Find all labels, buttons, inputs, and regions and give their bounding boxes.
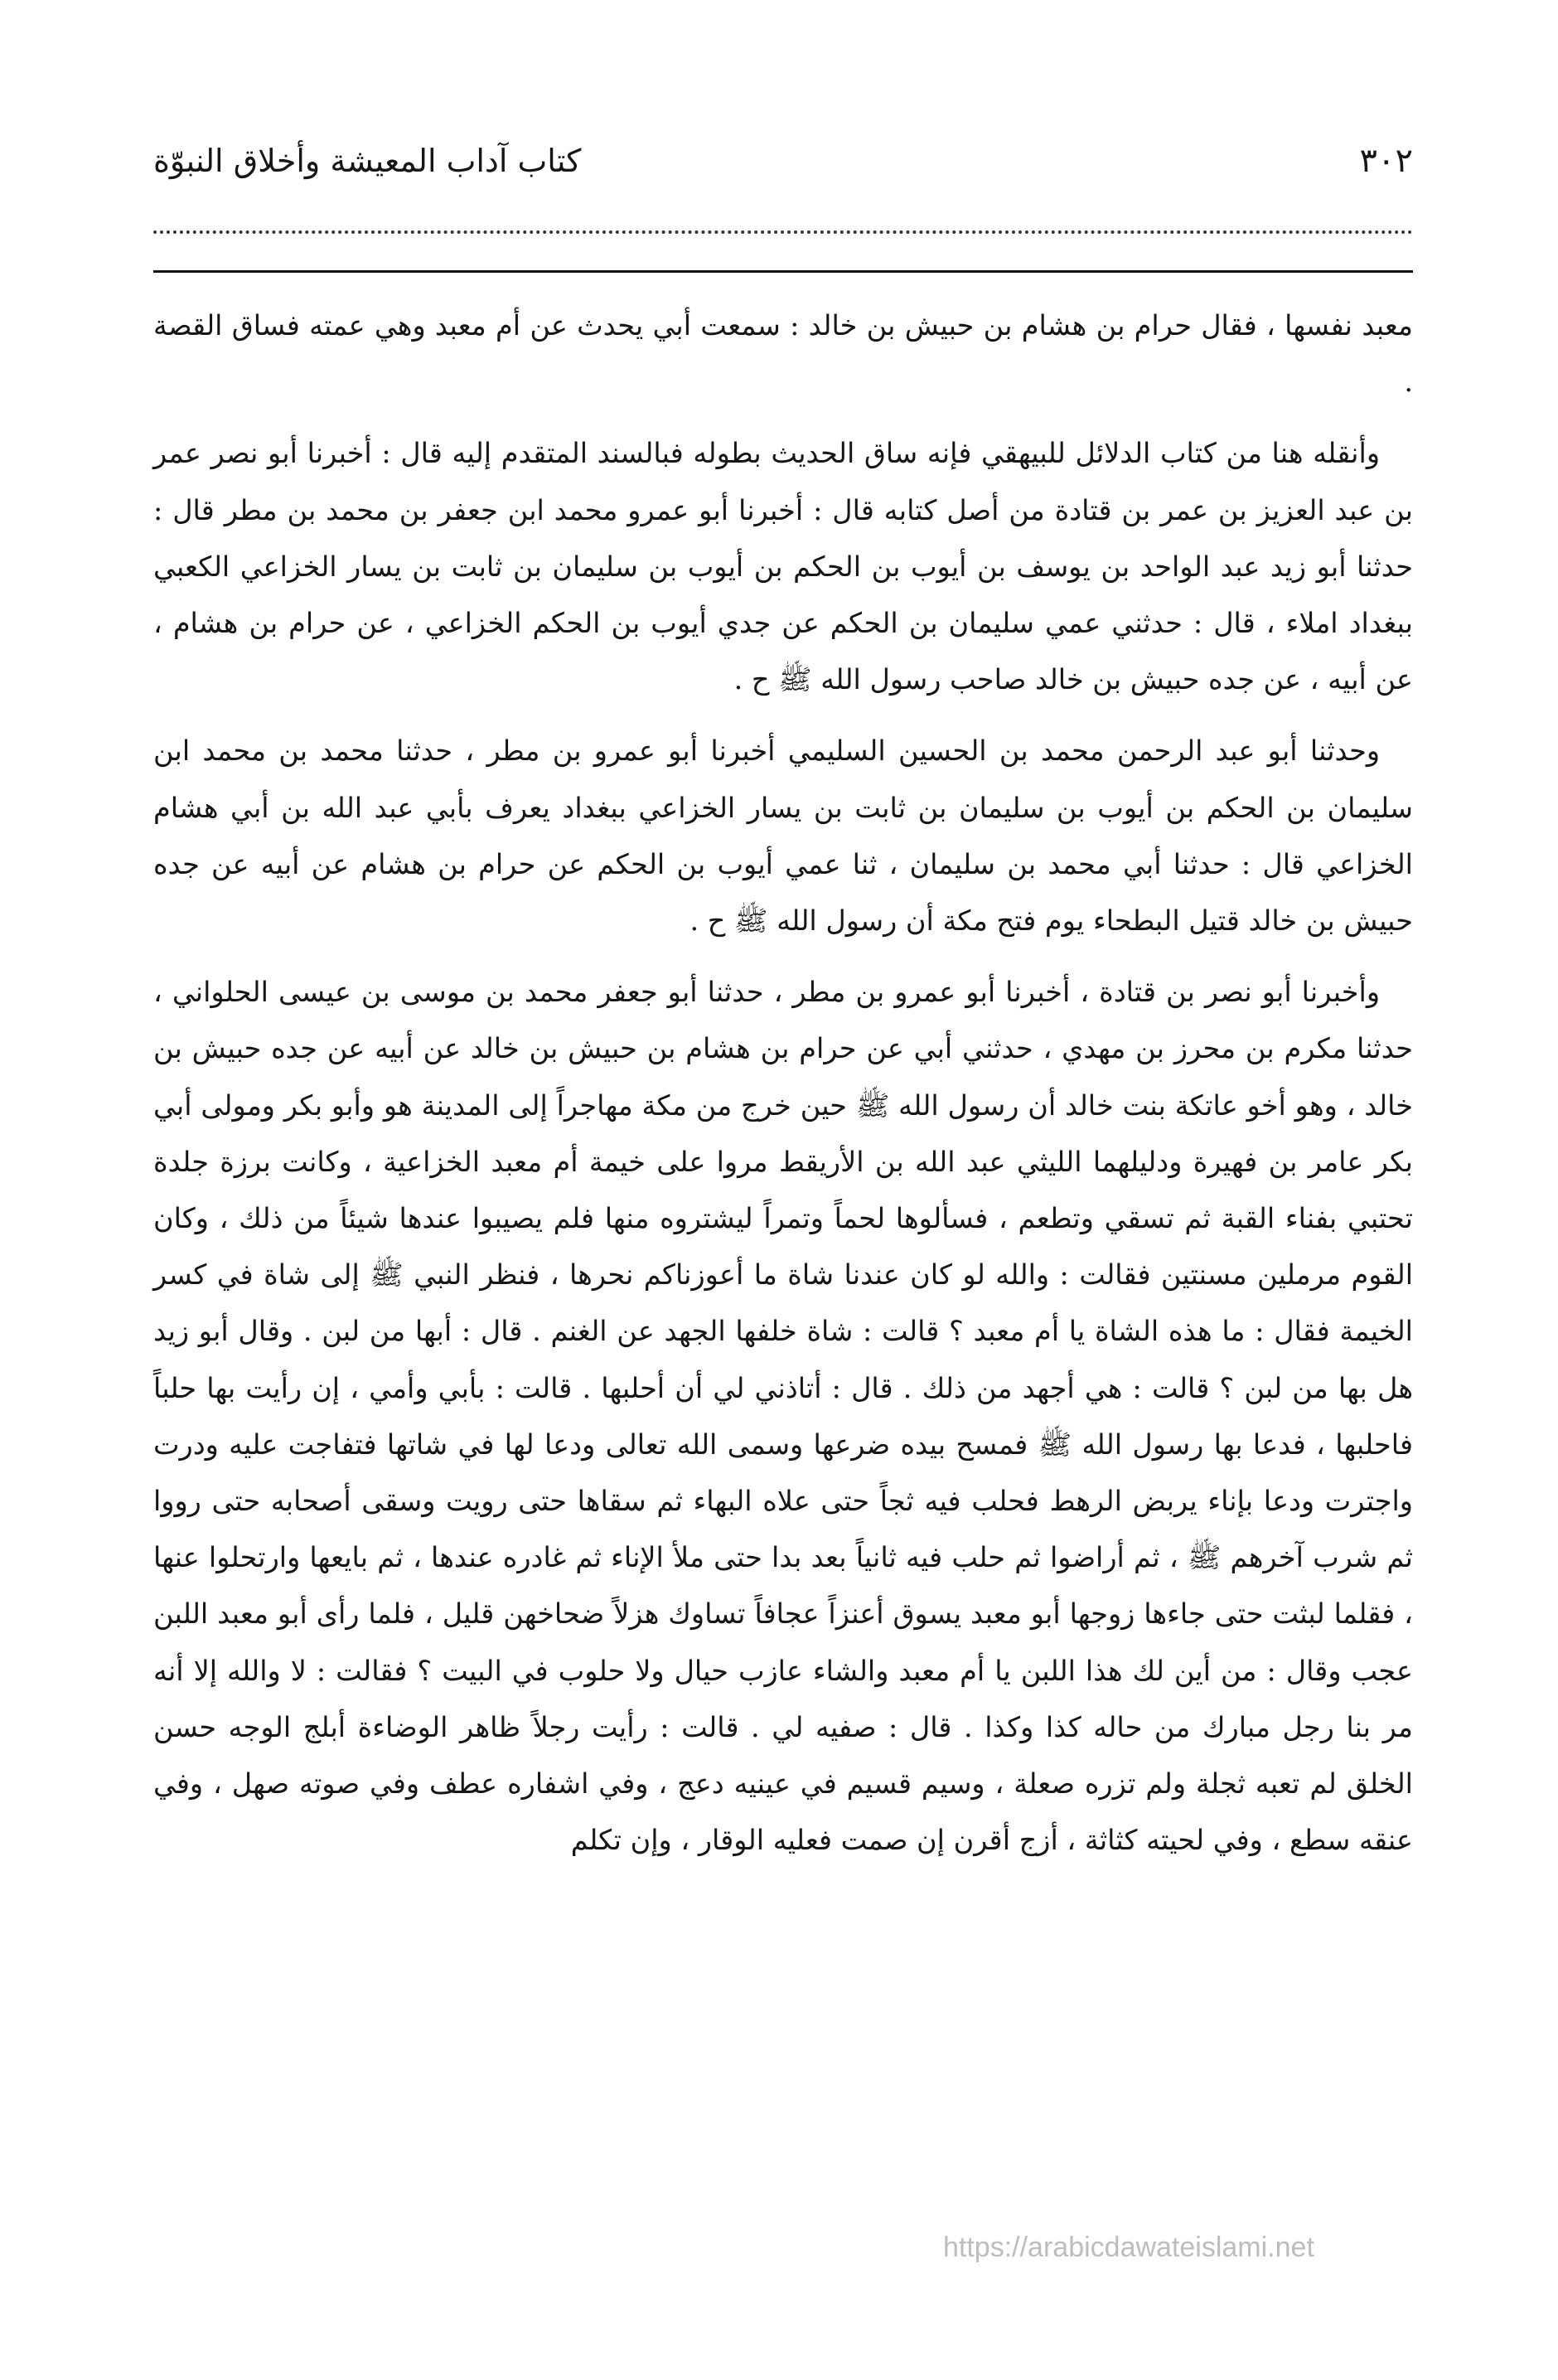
book-title: كتاب آداب المعيشة وأخلاق النبوّة <box>153 143 582 179</box>
solid-divider <box>153 270 1413 273</box>
running-header <box>153 133 1413 189</box>
watermark-url: https://arabicdawateislami.net <box>943 2232 1314 2263</box>
book-page <box>153 133 1413 1883</box>
dotted-divider <box>153 230 1413 234</box>
paragraph-isnad-sulami: وحدثنا أبو عبد الرحمن محمد بن الحسين السليمي أخبرنا أبو عمرو بن مطر ، حدثنا محمد بن محمد ابن سليمان بن الحكم بن أيوب بن سليمان بن ثابت بن يسار الخزاعي ببغداد يعرف بأبي عبد الله بن أبي هشام الخزاعي قال : حدثنا أبي محمد بن سليمان ، ثنا عمي أيوب بن الحكم عن حرام بن هشام عن أبيه عن جده حبيش بن خالد قتيل البطحاء يوم فتح مكة أن رسول الله ﷺ ح . <box>153 734 1413 938</box>
page-number: ٣٠٢ <box>1359 142 1413 180</box>
body-text <box>153 298 1413 1869</box>
paragraph-continuation: معبد نفسها ، فقال حرام بن هشام بن حبيش بن خالد : سمعت أبي يحدث عن أم معبد وهي عمته فساق القصة . <box>153 309 1413 399</box>
paragraph-isnad-bayhaqi: وأنقله هنا من كتاب الدلائل للبيهقي فإنه ساق الحديث بطوله فبالسند المتقدم إليه قال : أخبرنا أبو نصر عمر بن عبد العزيز بن عمر بن قتادة من أصل كتابه قال : أخبرنا أبو عمرو محمد ابن جعفر بن محمد بن مطر قال : حدثنا أبو زيد عبد الواحد بن يوسف بن أيوب بن الحكم بن أيوب بن سليمان بن ثابت بن يسار الخزاعي الكعبي ببغداد املاء ، قال : حدثني عمي سليمان بن الحكم عن جدي أيوب بن الحكم الخزاعي ، عن حرام بن هشام ، عن أبيه ، عن جده حبيش بن خالد صاحب رسول الله ﷺ ح . <box>153 437 1413 696</box>
paragraph-umm-mabad-story: وأخبرنا أبو نصر بن قتادة ، أخبرنا أبو عمرو بن مطر ، حدثنا أبو جعفر محمد بن موسى بن عيسى الحلواني ، حدثنا مكرم بن محرز بن مهدي ، حدثني أبي عن حرام بن هشام بن حبيش بن خالد عن أبيه عن جده حبيش بن خالد ، وهو أخو عاتكة بنت خالد أن رسول الله ﷺ حين خرج من مكة مهاجراً إلى المدينة هو وأبو بكر ومولى أبي بكر عامر بن فهيرة ودليلهما الليثي عبد الله بن الأريقط مروا على خيمة أم معبد الخزاعية ، وكانت برزة جلدة تحتبي بفناء القبة ثم تسقي وتطعم ، فسألوها لحماً وتمراً ليشتروه منها فلم يصيبوا عندها شيئاً من ذلك ، وكان القوم مرملين مسنتين فقالت : والله لو كان عندنا شاة ما أعوزناكم نحرها ، فنظر النبي ﷺ إلى شاة في كسر الخيمة فقال : ما هذه الشاة يا أم معبد ؟ قالت : شاة خلفها الجهد عن الغنم . قال : أبها من لبن . وقال أبو زيد هل بها من لبن ؟ قالت : هي أجهد من ذلك . قال : أتاذني لي أن أحلبها . قالت : بأبي وأمي ، إن رأيت بها حلباً فاحلبها ، فدعا بها رسول الله ﷺ فمسح بيده ضرعها وسمى الله تعالى ودعا لها في شاتها فتفاجت عليه ودرت واجترت ودعا بإناء يربض الرهط فحلب فيه ثجاً حتى علاه البهاء ثم سقاها حتى رويت وسقى أصحابه حتى رووا ثم شرب آخرهم ﷺ ، ثم أراضوا ثم حلب فيه ثانياً بعد بدا حتى ملأ الإناء ثم غادره عندها ، ثم بايعها وارتحلوا عنها ، فقلما لبثت حتى جاءها زوجها أبو معبد يسوق أعنزاً عجافاً تساوك هزلاً ضحاخهن قليل ، فلما رأى أبو معبد اللبن عجب وقال : من أين لك هذا اللبن يا أم معبد والشاء عازب حيال ولا حلوب في البيت ؟ فقالت : لا والله إلا أنه مر بنا رجل مبارك من حاله كذا وكذا . قال : صفيه لي . قالت : رأيت رجلاً ظاهر الوضاءة أبلج الوجه حسن الخلق لم تعبه ثجلة ولم تزره صعلة ، وسيم قسيم في عينيه دعج ، وفي اشفاره عطف وفي صوته صهل ، وفي عنقه سطع ، وفي لحيته كثاثة ، أزج أقرن إن صمت فعليه الوقار ، وإن تكلم <box>153 976 1413 1857</box>
